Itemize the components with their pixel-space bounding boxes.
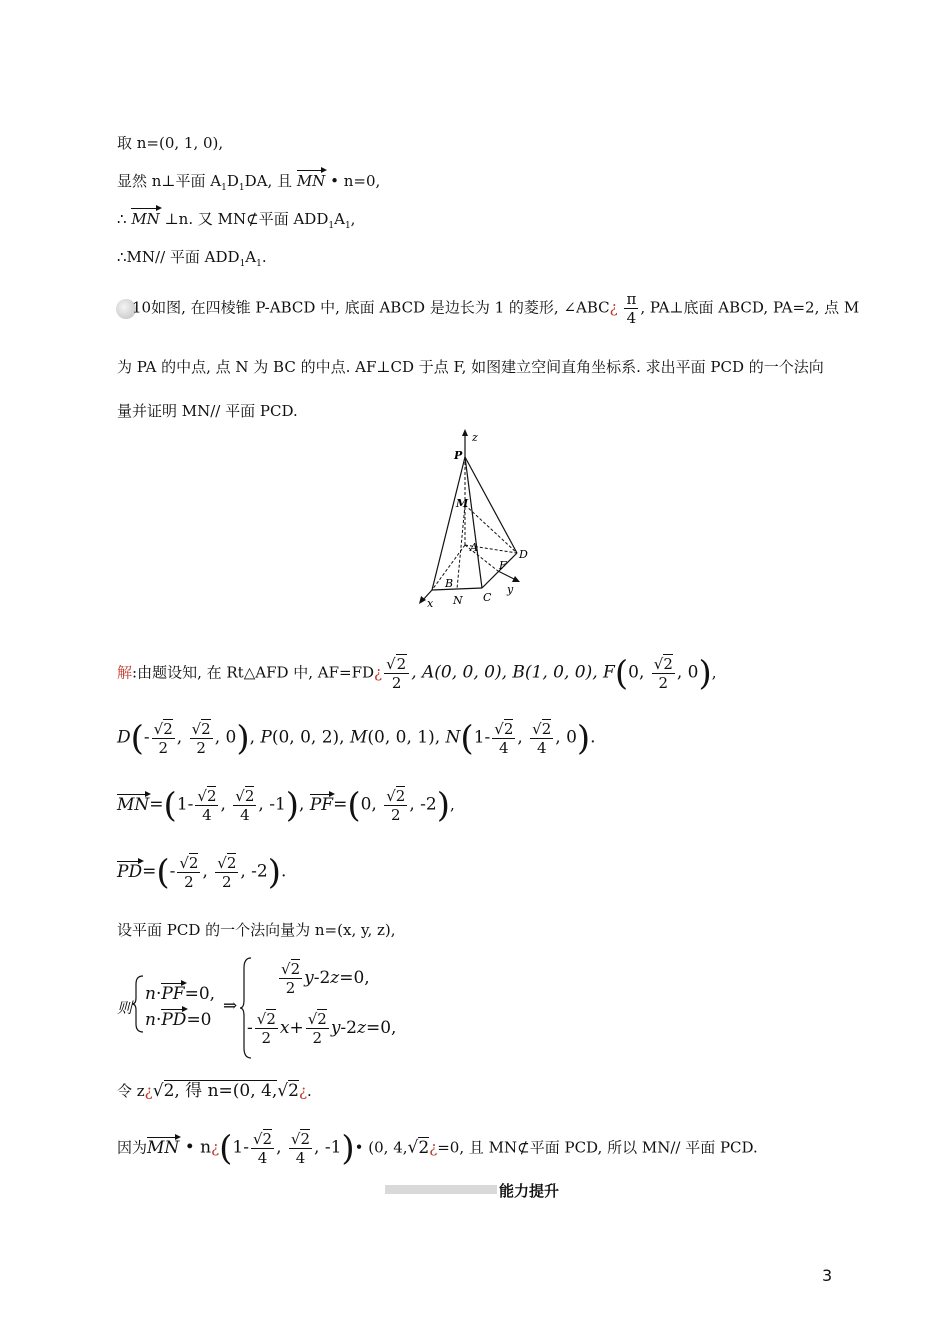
let-z-sqrt-2: 2 [288,1081,299,1101]
label-B: B [445,577,454,590]
section-heading: 能力提升 [499,1182,560,1200]
line2-part-a: 显然 n⊥平面 A [117,172,222,190]
problem-text-1b: , PA⊥底面 ABCD, PA=2, 点 M [640,298,860,317]
final-text-b: • (0, 4, [354,1138,408,1157]
solution-text-1b: , A(0, 0, 0), B(1, 0, 0), F [411,662,615,683]
solution-line-5: 设平面 PCD 的一个法向量为 n=(x, y, z), [117,921,396,939]
solution-label: 解 [117,663,133,682]
problem-10-line-3: 量并证明 MN// 平面 PCD. [117,402,298,420]
label-z: z [472,431,478,444]
let-z-sqrt: 2, 得 n=(0, 4, [163,1081,278,1101]
solution-line-let-z: 令 z¿√2, 得 n=(0, 4,√2¿. [117,1081,312,1101]
problem-10-line-1: 10如图, 在四棱锥 P-ABCD 中, 底面 ABCD 是边长为 1 的菱形, ∠ABC¿ $\frac{\pi}{4}$ , PA⊥底面 ABCD, PA=2, 点 M [116,290,859,327]
line4-text: ∴MN// 平面 ADD [117,248,240,266]
label-P: P [454,449,463,462]
problem-number: 10 [132,298,152,317]
line4-part-c: A [245,248,257,266]
label-M: M [456,497,469,510]
pyramid-figure [410,425,540,615]
text-line-2: 显然 n⊥平面 $A_1D_1DA$, 且 MN • n=0, [117,169,380,198]
label-A: A [470,541,478,554]
section-bar [385,1185,497,1194]
problem-text-1: 如图, 在四棱锥 P-ABCD 中, 底面 ABCD 是边长为 1 的菱形, ∠ABC [151,298,610,317]
let-z-text: 令 z [117,1082,145,1100]
final-text-a: 因为 [117,1138,148,1157]
solution-line-2: D(- $\frac{√2}{2}$ , $\frac{√2}{2}$ , 0), P(0, 0, 2), M(0, 0, 1), N(1- $\frac{√2}{4}$ , $\frac{√2}{4}$ , 0). [117,718,596,759]
solution-line-1: 解:由题设知, 在 Rt△AFD 中, AF=FD¿ $\frac{√2}{2}$ , A(0, 0, 0), B(1, 0, 0), F(0, $\frac{√2}{2}$ , 0), [117,653,717,694]
label-F: F [499,559,507,572]
text-line-1: 取 n=(0, 1, 0), [117,134,224,152]
vector-MN: MN [117,794,150,815]
system-prefix: 则 [117,999,133,1017]
vector-MN: MN [297,169,325,191]
line2-part-c: DA, 且 [244,172,293,190]
line2-part-b: D [226,172,239,190]
final-text-d: =0, 且 MN⊄平面 PCD, 所以 MN// 平面 PCD. [437,1138,758,1157]
page-number: 3 [822,1266,833,1285]
label-y: y [507,583,514,596]
problem-10-line-2: 为 PA 的中点, 点 N 为 BC 的中点. AF⊥CD 于点 F, 如图建立空间直角坐标系. 求出平面 PCD 的一个法向 [117,358,824,376]
solution-line-final: 因为MN • n¿(1- $\frac{√2}{4}$ , $\frac{√2}{4}$ , -1)• (0, 4,√2¿=0, 且 MN⊄平面 PCD, 所以 MN// 平面 PCD. [117,1128,758,1169]
vector-PF: PF [309,794,334,815]
label-C: C [483,591,492,604]
solution-line-4: PD=(- $\frac{√2}{2}$ , $\frac{√2}{2}$ , -2). [117,852,287,893]
line2-part-d: • n=0, [330,172,381,190]
label-D: D [519,548,528,561]
text-line-3: ∴ MN ⊥n. 又 MN⊄平面 $ADD_1A_1$, [117,207,355,236]
line3-part-b: ⊥n. 又 MN⊄平面 ADD [164,210,329,228]
solution-text-1: :由题设知, 在 Rt△AFD 中, AF=FD [132,663,375,682]
label-N: N [453,594,463,607]
left-brace-icon [131,974,145,1034]
text-line-4: ∴MN// 平面 $ADD_1A_1$. [117,248,267,269]
line3-part-c: A [334,210,345,228]
vector-PD: PD [117,861,143,882]
vector-MN: MN [147,1137,180,1158]
line3-part-a: ∴ [117,210,132,228]
fraction-pi-over-4: $\frac{\pi}{4}$ [626,290,637,327]
solution-line-3: MN=(1- $\frac{√2}{4}$ , $\frac{√2}{4}$ , -1), PF=(0, $\frac{√2}{2}$ , -2), [117,785,455,826]
final-sqrt: 2 [418,1137,430,1158]
vector-MN: MN [131,207,159,229]
label-x: x [427,597,434,610]
